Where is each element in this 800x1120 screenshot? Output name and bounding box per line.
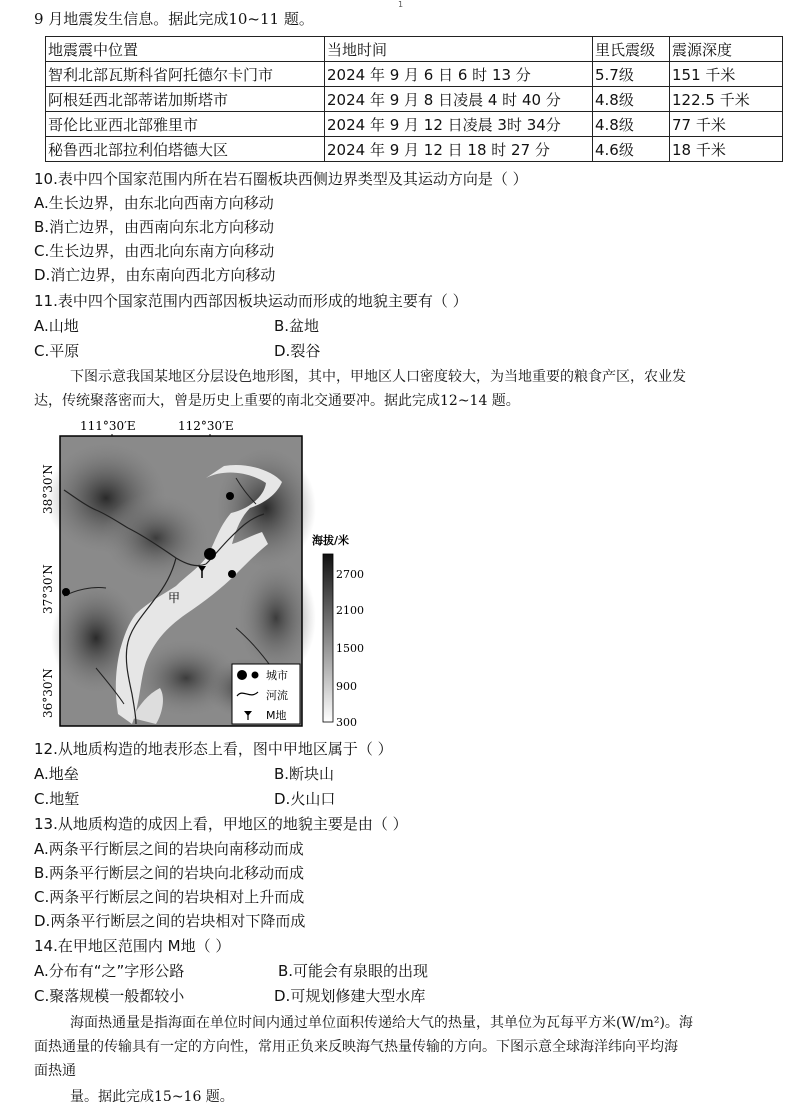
elev-title: 海拔/米 [312, 534, 350, 547]
q10-option-d: D.消亡边界，由东南向西北方向移动 [34, 266, 276, 284]
q10-option-b: B.消亡边界，由西南向东北方向移动 [34, 218, 275, 236]
legend-m: M地 [266, 709, 287, 722]
table-cell: 2024 年 9 月 12 日 18 时 27 分 [325, 137, 593, 162]
region-label: 甲 [168, 591, 181, 605]
header-cell: 里氏震级 [593, 37, 670, 62]
q12-option-c: C.地堑 [34, 790, 80, 808]
q10-option-c: C.生长边界，由西北向东南方向移动 [34, 242, 275, 260]
table-cell: 4.8级 [593, 87, 670, 112]
page-mark: 1 [398, 0, 404, 9]
city-dot [62, 588, 70, 596]
q13-option-b: B.两条平行断层之间的岩块向北移动而成 [34, 864, 305, 882]
legend-river: 河流 [266, 689, 288, 702]
lon-label-2: 112°30′E [178, 419, 234, 433]
elev-tick: 2700 [336, 568, 364, 581]
table-cell: 秘鲁西北部拉利伯塔德大区 [46, 137, 325, 162]
terrain-map-figure [36, 418, 376, 734]
header-cell: 震源深度 [670, 37, 783, 62]
legend-city: 城市 [266, 669, 288, 682]
table-row [46, 62, 783, 87]
intro-text: 9 月地震发生信息。据此完成10~11 题。 [34, 10, 314, 28]
q11-option-a: A.山地 [34, 317, 79, 335]
city-dot [228, 570, 236, 578]
q13-option-a: A.两条平行断层之间的岩块向南移动而成 [34, 840, 304, 858]
q13-option-c: C.两条平行断层之间的岩块相对上升而成 [34, 888, 305, 906]
elevation-scale [312, 533, 364, 729]
q12-option-d: D.火山口 [274, 790, 336, 808]
table-cell: 哥伦比亚西北部雅里市 [46, 112, 325, 137]
table-cell: 77 千米 [670, 112, 783, 137]
q14-stem: 14.在甲地区范围内 M地（ ） [34, 937, 231, 955]
terrain-map [36, 418, 376, 734]
lat-label-3: 36°30′N [41, 668, 55, 718]
table-cell: 151 千米 [670, 62, 783, 87]
q14-option-c: C.聚落规模一般都较小 [34, 987, 185, 1005]
table-cell: 阿根廷西北部蒂诺加斯塔市 [46, 87, 325, 112]
table-header-row [46, 37, 783, 62]
q11-option-b: B.盆地 [274, 317, 320, 335]
passage3-line1: 海面热通量是指海面在单位时间内通过单位面积传递给大气的热量，其单位为瓦每平方米(W/m²)。海 [70, 1015, 693, 1031]
table-cell: 5.7级 [593, 62, 670, 87]
q11-option-d: D.裂谷 [274, 342, 321, 360]
table-row [46, 112, 783, 137]
table-row [46, 137, 783, 162]
table-cell: 2024 年 9 月 6 日 6 时 13 分 [325, 62, 593, 87]
q12-stem: 12.从地质构造的地表形态上看，图中甲地区属于（ ） [34, 740, 393, 758]
lon-label-1: 111°30′E [80, 419, 136, 433]
city-dot-large [204, 548, 216, 560]
q13-stem: 13.从地质构造的成因上看，甲地区的地貌主要是由（ ） [34, 815, 408, 833]
elev-tick: 300 [336, 716, 357, 729]
lat-label-1: 38°30′N [41, 464, 55, 514]
elev-tick: 2100 [336, 604, 364, 617]
q13-option-d: D.两条平行断层之间的岩块相对下降而成 [34, 912, 306, 930]
elev-tick: 1500 [336, 642, 364, 655]
lat-label-2: 37°30′N [41, 564, 55, 614]
table-cell: 4.8级 [593, 112, 670, 137]
header-cell: 地震震中位置 [46, 37, 325, 62]
table-cell: 4.6级 [593, 137, 670, 162]
map-legend [232, 664, 300, 724]
q14-option-a: A.分布有“之”字形公路 [34, 962, 185, 980]
passage2-line1: 下图示意我国某地区分层设色地形图，其中，甲地区人口密度较大，为当地重要的粮食产区，农业发 [70, 369, 686, 385]
q14-option-d: D.可规划修建大型水库 [274, 987, 426, 1005]
passage3-line4: 量。据此完成15~16 题。 [70, 1089, 234, 1105]
q11-option-c: C.平原 [34, 342, 80, 360]
passage3-line2: 面热通量的传输具有一定的方向性，常用正负来反映海气热量传输的方向。下图示意全球海洋纬向平均海 [34, 1039, 678, 1055]
earthquake-table [45, 36, 783, 162]
table-cell: 122.5 千米 [670, 87, 783, 112]
q10-stem: 10.表中四个国家范围内所在岩石圈板块西侧边界类型及其运动方向是（ ） [34, 170, 528, 188]
passage3-line3: 面热通 [34, 1063, 76, 1079]
q10-option-a: A.生长边界，由东北向西南方向移动 [34, 194, 274, 212]
table-cell: 智利北部瓦斯科省阿托德尔卡门市 [46, 62, 325, 87]
q11-stem: 11.表中四个国家范围内西部因板块运动而形成的地貌主要有（ ） [34, 292, 468, 310]
table-cell: 18 千米 [670, 137, 783, 162]
passage2-line2: 达，传统聚落密而大，曾是历史上重要的南北交通要冲。据此完成12~14 题。 [34, 393, 520, 409]
q12-option-a: A.地垒 [34, 765, 79, 783]
header-cell: 当地时间 [325, 37, 593, 62]
table-cell: 2024 年 9 月 8 日凌晨 4 时 40 分 [325, 87, 593, 112]
city-dot [226, 492, 234, 500]
table-row [46, 87, 783, 112]
q12-option-b: B.断块山 [274, 765, 335, 783]
q14-option-b: B.可能会有泉眼的出现 [278, 962, 429, 980]
table-cell: 2024 年 9 月 12 日凌晨 3时 34分 [325, 112, 593, 137]
elev-tick: 900 [336, 680, 357, 693]
